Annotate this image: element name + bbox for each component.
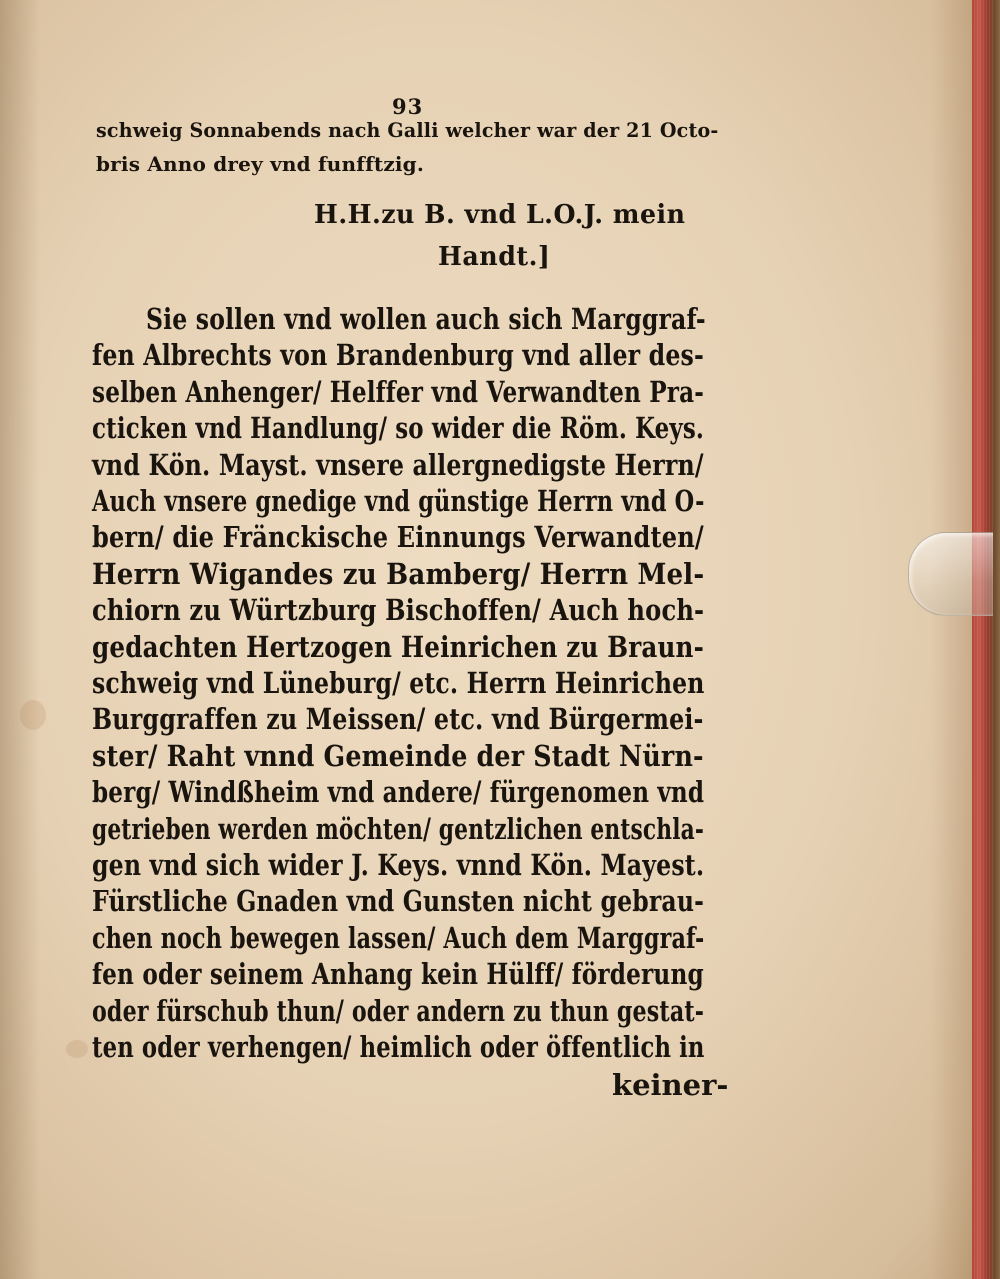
body-line: Fürstliche Gnaden vnd Gunsten nicht gebrau- <box>92 884 705 919</box>
body-line: selben Anhenger/ Helffer vnd Verwandten Pra- <box>92 374 705 409</box>
body-line: oder fürschub thun/ oder andern zu thun gestat- <box>92 993 705 1028</box>
body-line: schweig vnd Lüneburg/ etc. Herrn Heinrichen <box>92 666 705 700</box>
body-line: fen oder seinem Anhang kein Hülff/ förderung <box>92 957 704 992</box>
page-edge-texture <box>974 0 994 1279</box>
signature-line: Handt.] <box>438 242 551 272</box>
heading-line: schweig Sonnabends nach Galli welcher war der 21 Octo- <box>96 118 719 142</box>
body-line: chiorn zu Würtzburg Bischoffen/ Auch hoch- <box>92 593 705 628</box>
body-line: vnd Kön. Mayst. vnsere allergnedigste Herrn/ <box>92 447 704 482</box>
catchword: keiner- <box>612 1068 729 1102</box>
body-line: getrieben werden möchten/ gentzlichen entschla- <box>92 811 705 846</box>
body-line: ster/ Raht vnnd Gemeinde der Stadt Nürn- <box>92 738 704 773</box>
body-line: ten oder verhengen/ heimlich oder öffentlich in <box>92 1030 705 1064</box>
body-line: gedachten Hertzogen Heinrichen zu Braun- <box>92 629 705 664</box>
body-line: Herrn Wigandes zu Bamberg/ Herrn Mel- <box>92 556 705 591</box>
body-line: chen noch bewegen lassen/ Auch dem Marggraf- <box>92 920 705 955</box>
body-line: fen Albrechts von Brandenburg vnd aller des- <box>92 338 704 373</box>
body-line: Burggraffen zu Meissen/ etc. vnd Bürgermei- <box>92 702 704 737</box>
signature-line: H.H.zu B. vnd L.O.J. mein <box>314 200 686 230</box>
body-line: Auch vnsere gnedige vnd günstige Herrn vnd O- <box>92 484 705 518</box>
body-line: bern/ die Fränckische Einnungs Verwandten/ <box>92 520 704 555</box>
body-line: gen vnd sich wider J. Keys. vnnd Kön. Mayest. <box>92 848 705 882</box>
body-line: berg/ Windßheim vnd andere/ fürgenomen vnd <box>92 775 705 810</box>
heading-line: bris Anno drey vnd funfftzig. <box>96 152 425 176</box>
body-line: cticken vnd Handlung/ so wider die Röm. Keys. <box>92 411 705 446</box>
page-number: 93 <box>392 94 424 119</box>
plastic-clip <box>908 532 993 616</box>
body-line: Sie sollen vnd wollen auch sich Marggraf- <box>146 302 706 336</box>
